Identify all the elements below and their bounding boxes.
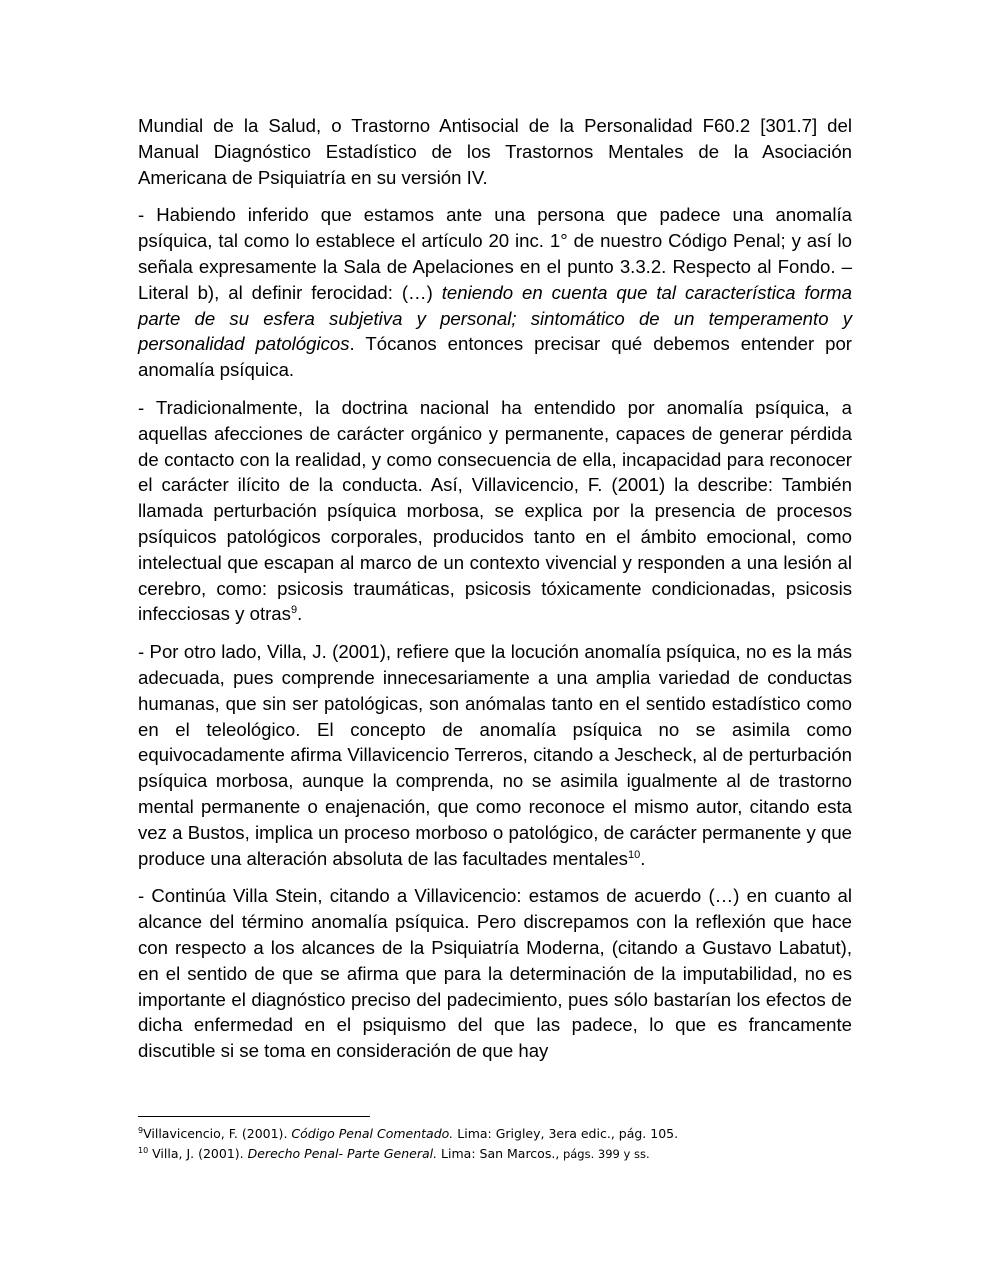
footnote-9-author: Villavicencio, F. (2001). — [143, 1126, 292, 1141]
paragraph-1 — [138, 113, 852, 190]
footnote-10-pages: págs. 399 y ss. — [559, 1147, 650, 1161]
footnote-9-title: Código Penal Comentado. — [291, 1126, 454, 1141]
footnote-10-number: 10 — [138, 1146, 149, 1155]
footnote-10-publisher: Lima: San Marcos., — [437, 1146, 560, 1161]
paragraph-4-end: . — [640, 847, 646, 869]
paragraph-5 — [138, 883, 852, 1064]
paragraph-2-text-after: . Tócanos entonces precisar qué debemos entender por anomalía psíquica. — [138, 333, 852, 381]
paragraph-4 — [138, 639, 852, 871]
paragraph-1-text: Mundial de la Salud, o Trastorno Antisocial de la Personalidad F60.2 [301.7] del Manual Diagnóstico Estadístico de los Trastornos Mentales de la Asociación Americana de Psiquiatría en su versión IV. — [138, 115, 852, 188]
footnote-9-publisher: Lima: Grigley, 3era edic., pág. 105. — [453, 1126, 679, 1141]
footnotes — [138, 1124, 852, 1164]
paragraph-2 — [138, 202, 852, 383]
paragraph-3 — [138, 395, 852, 627]
footnote-ref-10[interactable]: 10 — [627, 848, 641, 861]
paragraph-3-text: - Tradicionalmente, la doctrina nacional ha entendido por anomalía psíquica, a aquellas afecciones de carácter orgánico y permanente, capaces de generar pérdida de contacto con la realidad, y como consecuencia de ella, incapacidad para reconocer el carácter ilícito de la conducta. Así, Villavicencio, F. (2001) la describe: También llamada perturbación psíquica morbosa, se explica por la presencia de procesos psíquicos patológicos corporales, producidos tanto en el ámbito emocional, como intelectual que escapan al marco de un contexto vivencial y responden a una lesión al cerebro, como: psicosis traumáticas, psicosis tóxicamente condicionadas, psicosis infecciosas y otras — [138, 396, 852, 625]
paragraph-2-quote-italic: teniendo en cuenta que tal característica forma parte de su esfera subjetiva y personal; sintomático de un temperamento y personalidad patológicos — [138, 281, 852, 355]
footnote-separator — [138, 1116, 370, 1117]
paragraph-3-end: . — [297, 603, 303, 625]
paragraph-4-text: - Por otro lado, Villa, J. (2001), refiere que la locución anomalía psíquica, no es la más adecuada, pues comprende innecesariamente a una amplia variedad de conductas humanas, que sin ser patológicas, son anómalas tanto en el sentido estadístico como en el teleológico. El concepto de anomalía psíquica no se asimila como equivocadamente afirma Villavicencio Terreros, citando a Jescheck, al de perturbación psíquica morbosa, aunque la comprenda, no se asimila igualmente al de trastorno mental permanente o enajenación, que como reconoce el mismo autor, citando esta vez a Bustos, implica un proceso morboso o patológico, de carácter permanente y que produce una alteración absoluta de las facultades mentales — [138, 641, 852, 869]
footnote-ref-9[interactable]: 9 — [290, 604, 298, 617]
footnote-10-author: Villa, J. (2001). — [148, 1146, 248, 1161]
body-text — [138, 113, 852, 1076]
footnote-10 — [138, 1144, 852, 1164]
paragraph-5-text: - Continúa Villa Stein, citando a Villavicencio: estamos de acuerdo (…) en cuanto al alcance del término anomalía psíquica. Pero discrepamos con la reflexión que hace con respecto a los alcances de la Psiquiatría Moderna, (citando a Gustavo Labatut), en el sentido de que se afirma que para la determinación de la imputabilidad, no es importante el diagnóstico preciso del padecimiento, pues sólo bastarían los efectos de dicha enfermedad en el psiquismo del que las padece, lo que es francamente discutible si se toma en consideración de que hay — [138, 885, 852, 1062]
footnote-9-number: 9 — [138, 1126, 144, 1135]
paragraph-2-text-before: - Habiendo inferido que estamos ante una persona que padece una anomalía psíquica, tal como lo establece el artículo 20 inc. 1° de nuestro Código Penal; y así lo señala expresamente la Sala de Apelaciones en el punto 3.3.2. Respecto al Fondo. – Literal b), al definir ferocidad: (…) — [138, 204, 852, 303]
footnote-9 — [138, 1124, 852, 1144]
footnote-10-title: Derecho Penal- Parte General. — [247, 1146, 438, 1161]
